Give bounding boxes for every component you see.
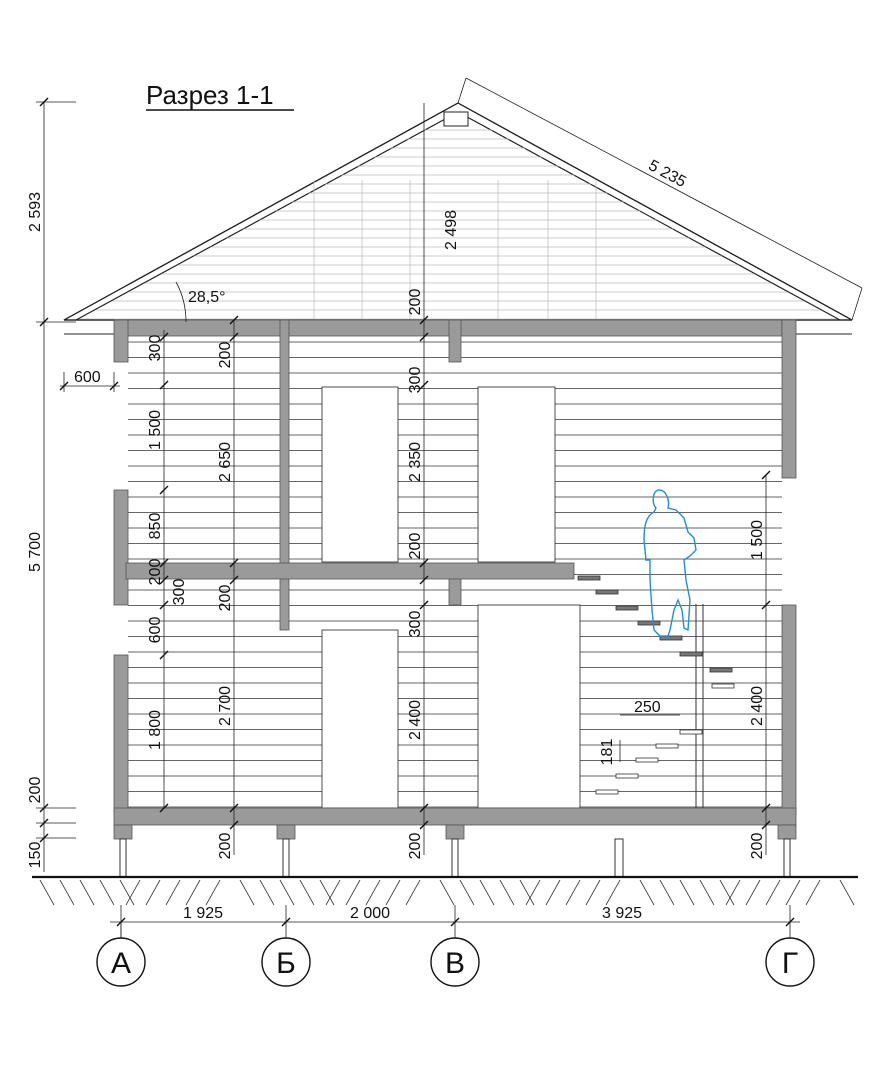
ground-hatch	[40, 880, 854, 905]
left-total-dim: 5 700	[27, 531, 44, 573]
right-wall-low	[782, 605, 796, 815]
lower-door-2	[478, 605, 580, 808]
c1-sill: 1 500	[147, 409, 164, 451]
floor-slab	[126, 563, 574, 579]
c1-floor: 200	[147, 558, 164, 586]
base-150-dim: 150	[27, 841, 44, 869]
c2-floor: 200	[217, 584, 234, 612]
c3-below: 300	[407, 610, 424, 638]
hatch-stroke	[720, 880, 734, 905]
span-a-b: 1 925	[182, 905, 224, 922]
hatch-stroke	[60, 880, 74, 905]
pile-g	[784, 839, 790, 877]
hatch-stroke	[406, 880, 420, 905]
c1-mid: 850	[147, 512, 164, 540]
ground	[32, 877, 858, 905]
hatch-stroke	[660, 880, 674, 905]
left-wall-top	[114, 320, 128, 362]
pile-a	[120, 839, 126, 877]
stair-tread	[680, 730, 702, 734]
c2-foundation: 200	[217, 832, 234, 860]
hatch-stroke	[80, 880, 94, 905]
stair-tread	[596, 790, 618, 794]
right-wall-top	[782, 320, 796, 478]
stair-tread	[616, 774, 638, 778]
right-upper: 1 500	[749, 519, 766, 561]
wall-v-top	[449, 320, 461, 362]
stair-tread	[712, 684, 734, 688]
stair-tread	[596, 590, 618, 594]
hatch-stroke	[700, 880, 714, 905]
left-wall-low	[114, 655, 128, 813]
ground-floor-beam	[114, 808, 796, 825]
hatch-stroke	[566, 880, 580, 905]
c1-low-sill: 600	[147, 616, 164, 644]
pier-g	[778, 825, 796, 839]
axis-v-label: В	[444, 947, 466, 980]
c1-ground: 1 800	[147, 709, 164, 751]
grid-axes	[97, 922, 814, 986]
hatch-stroke	[100, 880, 114, 905]
left-top-dim: 2 593	[27, 191, 44, 233]
hatch-stroke	[40, 880, 54, 905]
hatch-stroke	[260, 880, 274, 905]
hatch-stroke	[746, 880, 760, 905]
span-v-g: 3 925	[601, 905, 643, 922]
c3-foundation: 200	[407, 832, 424, 860]
hatch-stroke	[126, 880, 140, 905]
hatch-stroke	[366, 880, 380, 905]
pile-stair	[615, 839, 623, 877]
upper-door-2	[478, 387, 555, 562]
hatch-stroke	[386, 880, 400, 905]
ridge-vent	[444, 112, 468, 126]
c2-lower: 2 700	[217, 685, 234, 727]
axis-a-label: А	[110, 947, 132, 980]
c3-top: 300	[407, 366, 424, 394]
hatch-stroke	[546, 880, 560, 905]
stair-tread-dim: 250	[634, 699, 661, 716]
pile-b	[283, 839, 289, 877]
c1-below: 300	[171, 578, 188, 606]
hatch-stroke	[606, 880, 620, 905]
right-lower: 2 400	[749, 685, 766, 727]
hatch-stroke	[320, 880, 334, 905]
pier-v	[446, 825, 464, 839]
right-foundation: 200	[749, 832, 766, 860]
c3-floor: 200	[407, 532, 424, 560]
hatch-stroke	[680, 880, 694, 905]
stair-tread	[578, 576, 600, 580]
hatch-stroke	[526, 880, 540, 905]
hatch-stroke	[640, 880, 654, 905]
c3-lower: 2 400	[407, 699, 424, 741]
eave-dim: 600	[74, 369, 101, 386]
ridge-200-dim: 200	[407, 288, 424, 316]
roof-angle-dim: 28,5°	[188, 289, 226, 306]
base-200-dim: 200	[27, 776, 44, 804]
hatch-stroke	[206, 880, 220, 905]
upper-door-1	[322, 387, 398, 562]
c3-upper: 2 350	[407, 441, 424, 483]
stair-tread	[636, 758, 658, 762]
left-wall-mid	[114, 490, 128, 605]
axis-b-label: Б	[276, 947, 296, 980]
hatch-stroke	[500, 880, 514, 905]
hatch-stroke	[806, 880, 820, 905]
hatch-stroke	[586, 880, 600, 905]
stair-tread	[656, 744, 678, 748]
hatch-stroke	[726, 880, 740, 905]
hatch-stroke	[346, 880, 360, 905]
stair-riser-dim: 181	[599, 738, 616, 766]
roof-slope-dim: 5 235	[645, 157, 689, 192]
pile-v	[452, 839, 458, 877]
person-figure	[644, 490, 696, 636]
lower-door-1	[322, 630, 398, 808]
hatch-stroke	[520, 880, 534, 905]
hatch-stroke	[460, 880, 474, 905]
c2-upper: 2 650	[217, 441, 234, 483]
hatch-stroke	[166, 880, 180, 905]
wall-b	[280, 320, 289, 630]
c1-top: 300	[147, 334, 164, 362]
hatch-stroke	[840, 880, 854, 905]
hatch-stroke	[766, 880, 780, 905]
hatch-stroke	[146, 880, 160, 905]
hatch-stroke	[240, 880, 254, 905]
hatch-stroke	[440, 880, 454, 905]
hatch-stroke	[326, 880, 340, 905]
hatch-stroke	[300, 880, 314, 905]
structure	[114, 320, 796, 839]
c2-top: 200	[217, 341, 234, 369]
hatch-stroke	[186, 880, 200, 905]
axis-g-label: Г	[781, 947, 799, 980]
hatch-stroke	[280, 880, 294, 905]
hatch-stroke	[786, 880, 800, 905]
hatch-stroke	[120, 880, 134, 905]
drawing-title: Разрез 1-1	[146, 80, 274, 110]
stair-tread	[638, 621, 660, 625]
stair-tread	[616, 606, 638, 610]
span-b-v: 2 000	[349, 905, 391, 922]
stair-tread	[710, 668, 732, 672]
hatch-stroke	[480, 880, 494, 905]
pier-b	[277, 825, 295, 839]
staircase	[578, 576, 734, 808]
ridge-height-dim: 2 498	[443, 209, 460, 251]
pier-a	[114, 825, 132, 839]
stair-tread	[680, 652, 702, 656]
